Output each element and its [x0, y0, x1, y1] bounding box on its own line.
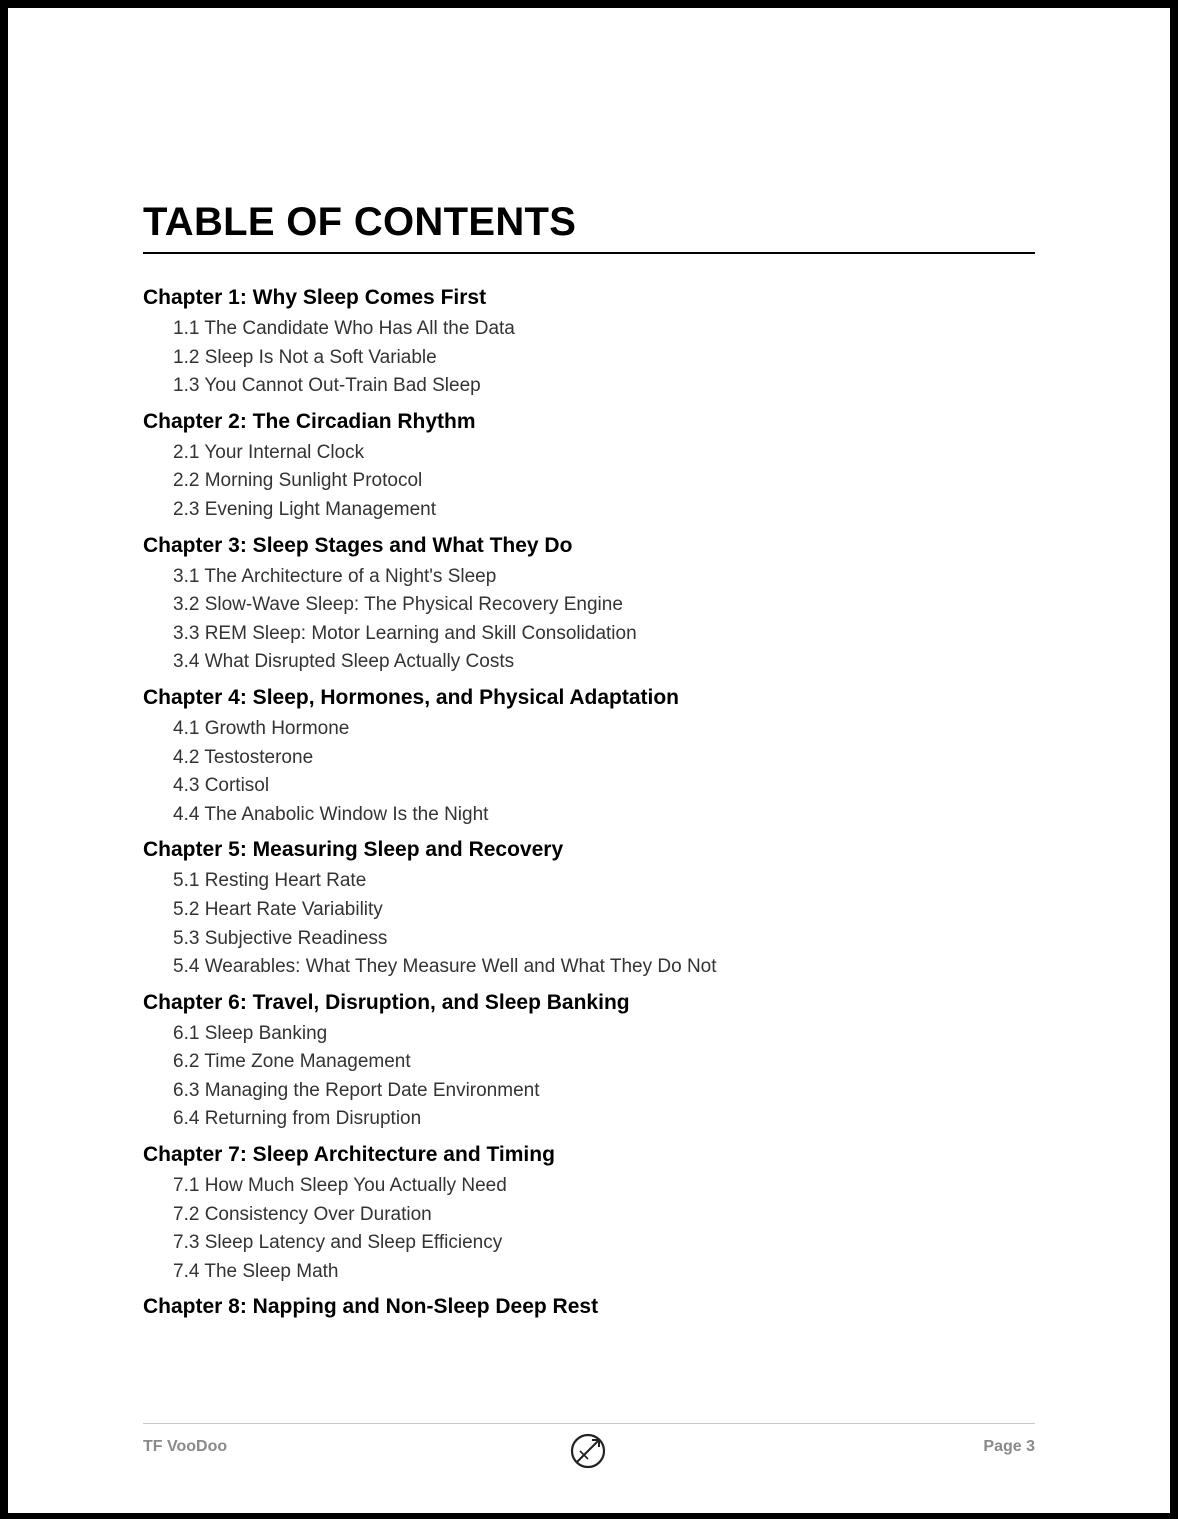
chapter-title[interactable]: Chapter 7: Sleep Architecture and Timing: [143, 1143, 555, 1167]
section-entry[interactable]: 2.2 Morning Sunlight Protocol: [173, 470, 423, 492]
section-entry[interactable]: 6.1 Sleep Banking: [173, 1022, 328, 1044]
chapter-entry: [143, 534, 1035, 677]
section-entry[interactable]: 6.2 Time Zone Management: [173, 1051, 411, 1073]
section-entry[interactable]: 3.3 REM Sleep: Motor Learning and Skill Consolidation: [173, 622, 637, 644]
section-entry[interactable]: 4.3 Cortisol: [173, 775, 270, 797]
section-entry[interactable]: 6.3 Managing the Report Date Environment: [173, 1079, 540, 1101]
section-entry[interactable]: 1.1 The Candidate Who Has All the Data: [173, 318, 515, 339]
chapter-entry: [143, 1295, 1035, 1319]
chapter-title[interactable]: Chapter 5: Measuring Sleep and Recovery: [143, 838, 564, 862]
chapter-title[interactable]: Chapter 3: Sleep Stages and What They Do: [143, 533, 573, 557]
chapter-entry: [143, 838, 1035, 981]
section-entry[interactable]: 7.3 Sleep Latency and Sleep Efficiency: [173, 1232, 503, 1254]
section-entry[interactable]: 1.2 Sleep Is Not a Soft Variable: [173, 346, 437, 368]
page-title: TABLE OF CONTENTS: [143, 200, 577, 244]
section-entry[interactable]: 7.2 Consistency Over Duration: [173, 1203, 432, 1225]
chapter-entry: [143, 410, 1035, 525]
section-entry[interactable]: 7.4 The Sleep Math: [173, 1260, 339, 1282]
compass-logo-icon: [569, 1432, 607, 1470]
section-entry[interactable]: 5.3 Subjective Readiness: [173, 927, 388, 949]
chapter-entry: [143, 286, 1035, 401]
chapter-title[interactable]: Chapter 1: Why Sleep Comes First: [143, 286, 487, 309]
section-entry[interactable]: 2.3 Evening Light Management: [173, 498, 437, 520]
chapter-title[interactable]: Chapter 2: The Circadian Rhythm: [143, 409, 476, 433]
section-entry[interactable]: 5.4 Wearables: What They Measure Well and What They Do Not: [173, 956, 717, 978]
document-page: [8, 8, 1170, 1513]
chapter-entry: [143, 991, 1035, 1134]
chapter-title[interactable]: Chapter 6: Travel, Disruption, and Sleep Banking: [143, 990, 630, 1014]
section-entry[interactable]: 5.1 Resting Heart Rate: [173, 870, 367, 892]
section-entry[interactable]: 3.2 Slow-Wave Sleep: The Physical Recovery Engine: [173, 594, 623, 616]
footer-brand: TF VooDoo: [143, 1438, 228, 1455]
chapter-title[interactable]: Chapter 4: Sleep, Hormones, and Physical Adaptation: [143, 685, 680, 709]
section-entry[interactable]: 3.4 What Disrupted Sleep Actually Costs: [173, 651, 515, 673]
footer-divider: [143, 1423, 1035, 1424]
section-entry[interactable]: 6.4 Returning from Disruption: [173, 1108, 422, 1130]
section-entry[interactable]: 2.1 Your Internal Clock: [173, 441, 365, 463]
section-entry[interactable]: 4.1 Growth Hormone: [173, 717, 350, 739]
section-entry[interactable]: 3.1 The Architecture of a Night's Sleep: [173, 565, 497, 587]
chapter-entry: [143, 686, 1035, 829]
chapter-title[interactable]: Chapter 8: Napping and Non-Sleep Deep Rest: [143, 1295, 599, 1319]
section-entry[interactable]: 5.2 Heart Rate Variability: [173, 898, 383, 920]
section-entry[interactable]: 4.4 The Anabolic Window Is the Night: [173, 803, 489, 825]
title-divider: [143, 252, 1035, 254]
section-entry[interactable]: 4.2 Testosterone: [173, 746, 314, 768]
table-of-contents: [143, 286, 1035, 1328]
section-entry[interactable]: 1.3 You Cannot Out-Train Bad Sleep: [173, 375, 481, 397]
page-number: Page 3: [983, 1438, 1035, 1455]
section-entry[interactable]: 7.1 How Much Sleep You Actually Need: [173, 1175, 507, 1197]
chapter-entry: [143, 1143, 1035, 1286]
